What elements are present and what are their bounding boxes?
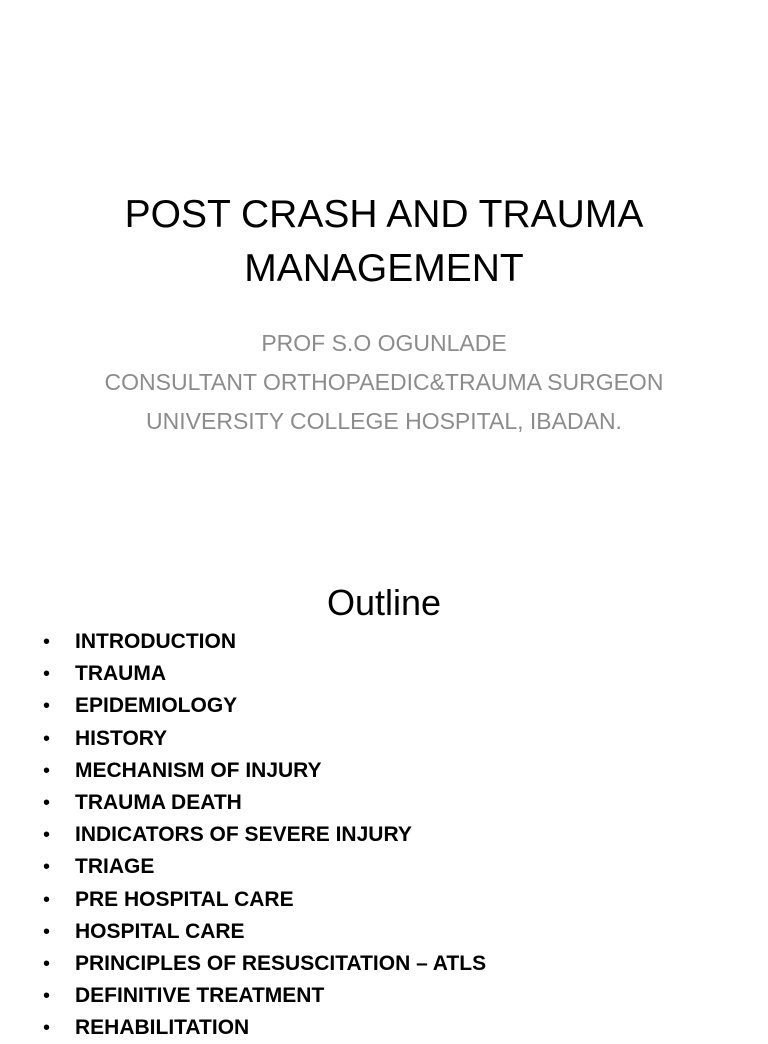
outline-item-label: PRE HOSPITAL CARE bbox=[75, 887, 294, 911]
bullet-icon: • bbox=[43, 759, 51, 782]
outline-item-label: TRAUMA DEATH bbox=[75, 790, 242, 814]
author-institution: UNIVERSITY COLLEGE HOSPITAL, IBADAN. bbox=[146, 408, 622, 434]
bullet-icon: • bbox=[43, 663, 51, 686]
bullet-icon: • bbox=[43, 920, 51, 943]
bullet-icon: • bbox=[43, 727, 51, 750]
bullet-icon: • bbox=[43, 791, 51, 814]
outline-item bbox=[0, 916, 768, 948]
slide-title bbox=[60, 188, 708, 296]
author-name: PROF S.O OGUNLADE bbox=[261, 330, 507, 356]
outline-item bbox=[0, 851, 768, 883]
outline-item-label: TRIAGE bbox=[75, 855, 155, 879]
author-role: CONSULTANT ORTHOPAEDIC&TRAUMA SURGEON bbox=[104, 369, 664, 395]
outline-heading: Outline bbox=[326, 582, 442, 623]
slide-subtitle bbox=[60, 328, 708, 445]
outline-item-label: HOSPITAL CARE bbox=[75, 919, 245, 943]
outline-item bbox=[0, 948, 768, 980]
slide-title-line-2: MANAGEMENT bbox=[244, 247, 524, 290]
outline-item bbox=[0, 787, 768, 819]
outline-item-label: DEFINITIVE TREATMENT bbox=[75, 984, 325, 1008]
outline-item bbox=[0, 690, 768, 722]
bullet-icon: • bbox=[43, 985, 51, 1008]
outline-item-label: INTRODUCTION bbox=[75, 630, 236, 653]
outline-list bbox=[0, 626, 768, 1044]
bullet-icon: • bbox=[43, 1017, 51, 1040]
outline-item-label: TRAUMA bbox=[75, 662, 166, 686]
outline-item-label: PRINCIPLES OF RESUSCITATION – ATLS bbox=[75, 951, 487, 975]
outline-item bbox=[0, 658, 768, 690]
outline-item bbox=[0, 819, 768, 851]
bullet-icon: • bbox=[43, 631, 51, 653]
outline-item bbox=[0, 1012, 768, 1044]
outline-item bbox=[0, 626, 768, 658]
outline-item bbox=[0, 980, 768, 1012]
outline-item bbox=[0, 884, 768, 916]
outline-item-label: HISTORY bbox=[75, 726, 168, 750]
bullet-icon: • bbox=[43, 856, 51, 879]
outline-item bbox=[0, 723, 768, 755]
slide-title-line-1: POST CRASH AND TRAUMA bbox=[124, 193, 644, 236]
bullet-icon: • bbox=[43, 952, 51, 975]
bullet-icon: • bbox=[43, 888, 51, 911]
outline-item-label: REHABILITATION bbox=[75, 1016, 250, 1040]
outline-item-label: MECHANISM OF INJURY bbox=[75, 758, 322, 782]
outline-item-label: EPIDEMIOLOGY bbox=[75, 694, 238, 718]
outline-item bbox=[0, 755, 768, 787]
outline-item-label: INDICATORS OF SEVERE INJURY bbox=[75, 823, 412, 847]
bullet-icon: • bbox=[43, 824, 51, 847]
bullet-icon: • bbox=[43, 695, 51, 718]
